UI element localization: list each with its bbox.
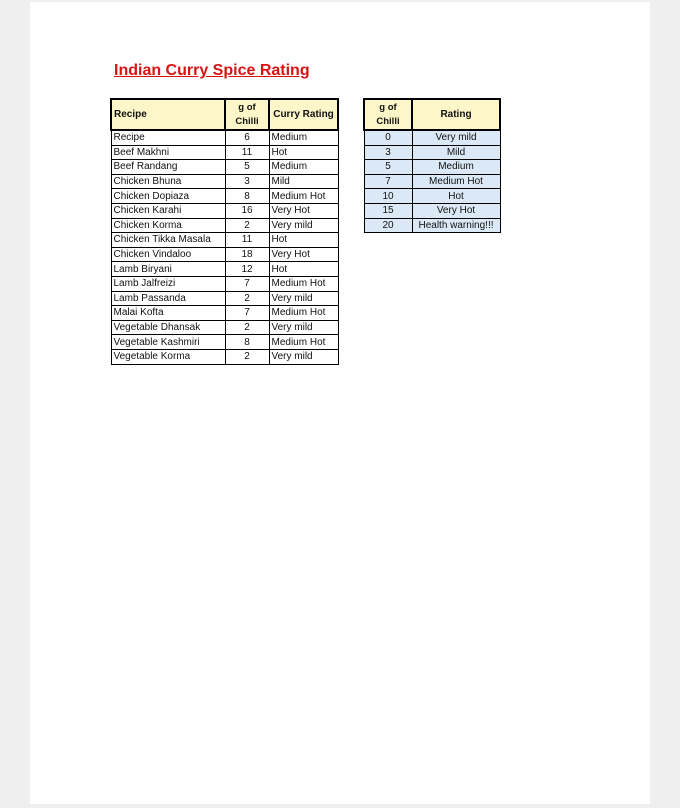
curry-rating-cell: Very Hot [269,247,338,262]
recipe-cell: Lamb Biryani [111,262,225,277]
table-row [364,174,500,189]
table-row [111,233,338,248]
table-row [111,203,338,218]
chilli-grams-cell: 7 [225,276,269,291]
curry-rating-cell: Medium Hot [269,189,338,204]
chilli-grams-cell: 5 [225,160,269,175]
table-row [111,247,338,262]
table-row [111,189,338,204]
recipe-cell: Lamb Jalfreizi [111,276,225,291]
chilli-grams-cell: 2 [225,320,269,335]
rating-cell: Hot [412,189,500,204]
curry-rating-cell: Medium [269,130,338,145]
recipe-cell: Beef Randang [111,160,225,175]
table-row [111,160,338,175]
table-row [364,203,500,218]
rating-cell: Very Hot [412,203,500,218]
chilli-grams-cell: 11 [225,233,269,248]
recipe-cell: Chicken Karahi [111,203,225,218]
table-row [364,160,500,175]
recipe-cell: Chicken Dopiaza [111,189,225,204]
recipe-cell: Lamb Passanda [111,291,225,306]
table-row [111,276,338,291]
curry-rating-cell: Very mild [269,218,338,233]
header-curry-rating: Curry Rating [269,99,338,130]
table-row [364,130,500,145]
table-row [364,145,500,160]
curry-rating-cell: Medium Hot [269,335,338,350]
chilli-grams-cell: 2 [225,291,269,306]
curry-rating-cell: Medium [269,160,338,175]
chilli-grams-cell: 10 [364,189,412,204]
chilli-grams-cell: 16 [225,203,269,218]
recipe-table-body [111,130,338,364]
document-page [30,2,650,804]
table-row [364,218,500,233]
table-row [111,335,338,350]
curry-rating-cell: Very mild [269,320,338,335]
chilli-grams-cell: 2 [225,349,269,364]
curry-rating-cell: Hot [269,145,338,160]
chilli-grams-cell: 20 [364,218,412,233]
page-title: Indian Curry Spice Rating [114,62,310,79]
table-row [111,291,338,306]
recipe-cell: Malai Kofta [111,306,225,321]
rating-cell: Mild [412,145,500,160]
curry-rating-cell: Very mild [269,349,338,364]
rating-table-header-row [364,99,500,130]
table-row [111,218,338,233]
chilli-grams-cell: 2 [225,218,269,233]
recipe-cell: Recipe [111,130,225,145]
table-row [111,145,338,160]
chilli-grams-cell: 7 [225,306,269,321]
curry-rating-cell: Medium Hot [269,276,338,291]
recipe-cell: Chicken Korma [111,218,225,233]
curry-rating-cell: Very Hot [269,203,338,218]
table-row [111,349,338,364]
chilli-grams-cell: 12 [225,262,269,277]
header-rating: Rating [412,99,500,130]
table-row [111,306,338,321]
rating-table-body [364,130,500,233]
chilli-grams-cell: 3 [364,145,412,160]
recipe-cell: Chicken Vindaloo [111,247,225,262]
curry-rating-cell: Hot [269,233,338,248]
header-g-line1: g of [238,101,256,113]
chilli-grams-cell: 8 [225,335,269,350]
curry-rating-cell: Medium Hot [269,306,338,321]
header-g-line2: Chilli [235,115,259,127]
chilli-grams-cell: 3 [225,174,269,189]
rating-scale-table [363,98,501,233]
table-row [111,262,338,277]
curry-rating-cell: Mild [269,174,338,189]
chilli-grams-cell: 18 [225,247,269,262]
rating-cell: Very mild [412,130,500,145]
header-recipe: Recipe [111,99,225,130]
rating-cell: Medium [412,160,500,175]
recipe-cell: Vegetable Dhansak [111,320,225,335]
recipe-cell: Vegetable Korma [111,349,225,364]
chilli-grams-cell: 8 [225,189,269,204]
header-g-line1: g of [379,101,397,113]
chilli-grams-cell: 7 [364,174,412,189]
header-g-of-chilli [225,99,269,130]
table-row [111,130,338,145]
recipe-cell: Vegetable Kashmiri [111,335,225,350]
rating-cell: Medium Hot [412,174,500,189]
header-g-line2: Chilli [376,115,400,127]
chilli-grams-cell: 15 [364,203,412,218]
table-row [111,174,338,189]
table-row [111,320,338,335]
recipe-cell: Chicken Bhuna [111,174,225,189]
header-g-of-chilli [364,99,412,130]
recipe-table-header-row [111,99,338,130]
chilli-grams-cell: 6 [225,130,269,145]
recipe-cell: Beef Makhni [111,145,225,160]
curry-rating-cell: Very mild [269,291,338,306]
rating-cell: Health warning!!! [412,218,500,233]
table-row [364,189,500,204]
chilli-grams-cell: 11 [225,145,269,160]
chilli-grams-cell: 5 [364,160,412,175]
recipe-table [110,98,339,365]
curry-rating-cell: Hot [269,262,338,277]
recipe-cell: Chicken Tikka Masala [111,233,225,248]
chilli-grams-cell: 0 [364,130,412,145]
